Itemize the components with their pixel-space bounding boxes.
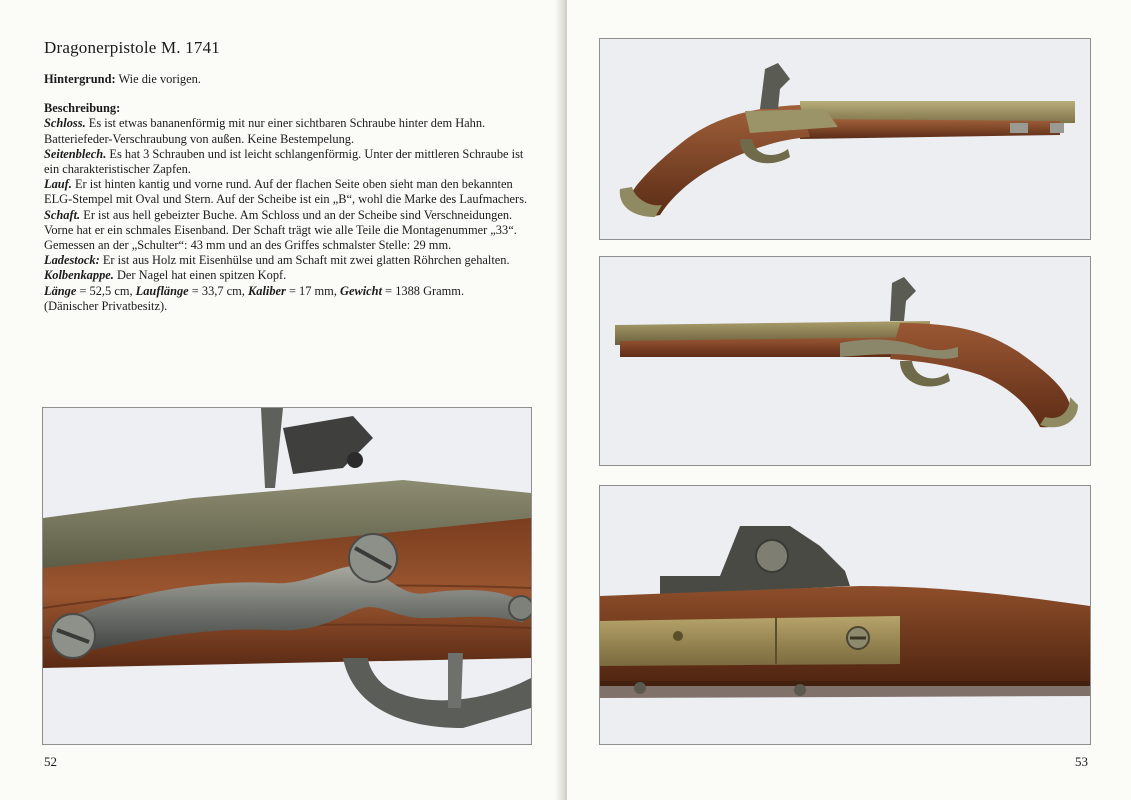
seitenblech-text: Es hat 3 Schrauben und ist leicht schlangenförmig. Unter der mittleren Schraube ist ein charakteristischer Zapfen. <box>44 146 524 177</box>
pistol-right-side-illustration <box>600 39 1090 239</box>
sideplate-closeup-illustration <box>43 408 531 744</box>
right-page <box>567 0 1131 800</box>
lauf-label: Lauf. <box>44 177 72 192</box>
ladestock-label: Ladestock: <box>44 253 100 268</box>
seitenblech-label: Seitenblech. <box>44 146 107 161</box>
description-heading: Beschreibung: <box>44 101 121 116</box>
description-text <box>44 72 534 314</box>
lauflaenge-label: Lauflänge <box>135 283 189 298</box>
gewicht-label: Gewicht <box>340 283 383 298</box>
lock-closeup-illustration <box>600 486 1090 744</box>
background-paragraph <box>44 72 534 87</box>
pistol-left-side-illustration <box>600 257 1090 465</box>
lauflaenge-value: = 33,7 cm, <box>188 283 248 298</box>
ladestock-text: Er ist aus Holz mit Eisenhülse und am Schaft mit zwei glatten Röhrchen gehalten. <box>99 253 510 268</box>
laenge-value: = 52,5 cm, <box>76 283 136 298</box>
kaliber-value: = 17 mm, <box>285 283 341 298</box>
measurements-paragraph <box>44 284 534 299</box>
kolbenkappe-paragraph <box>44 268 534 283</box>
pistol-side-photo-2 <box>599 256 1091 466</box>
ladestock-paragraph <box>44 253 534 268</box>
schloss-text: Es ist etwas bananenförmig mit nur einer sichtbaren Schraube hinter dem Hahn. Batteriefeder-Verschraubung von außen. Keine Bestempelung. <box>44 116 486 146</box>
ownership-note: (Dänischer Privatbesitz). <box>44 298 168 313</box>
page-title: Dragonerpistole M. 1741 <box>44 38 220 57</box>
kolbenkappe-label: Kolbenkappe. <box>44 268 114 283</box>
schaft-paragraph <box>44 208 534 254</box>
gewicht-value: = 1388 Gramm. <box>382 283 465 298</box>
kolbenkappe-text: Der Nagel hat einen spitzen Kopf. <box>113 268 287 283</box>
seitenblech-paragraph <box>44 147 534 177</box>
lauf-paragraph <box>44 177 534 207</box>
page-number-left: 52 <box>44 754 57 769</box>
left-page <box>0 0 563 800</box>
schloss-label: Schloss. <box>44 116 86 131</box>
lock-top-closeup-photo <box>599 485 1091 745</box>
laenge-label: Länge <box>44 283 77 298</box>
sideplate-closeup-photo <box>42 407 532 745</box>
schaft-text: Er ist aus hell gebeizter Buche. Am Schloss und an der Scheibe sind Verschneidungen. Vorne hat er ein schmales Eisenband. Der Schaft trägt wie alle Teile die Montagenummer „33“. Gemessen an der „Schulter“: 43 mm und an des Griffes schmalster Stelle: 29 mm. <box>44 207 517 253</box>
pistol-side-photo-1 <box>599 38 1091 240</box>
background-label: Hintergrund: <box>44 72 116 86</box>
lauf-text: Er ist hinten kantig und vorne rund. Auf der flachen Seite oben sieht man den bekannten ELG-Stempel mit Oval und Stern. Auf der Scheibe ist ein „B“, wohl die Marke des Laufmachers. <box>44 177 528 207</box>
kaliber-label: Kaliber <box>248 283 286 298</box>
schaft-label: Schaft. <box>44 207 81 222</box>
page-number-right: 53 <box>1075 754 1088 769</box>
background-text: Wie die vorigen. <box>115 72 201 86</box>
schloss-paragraph <box>44 116 534 146</box>
